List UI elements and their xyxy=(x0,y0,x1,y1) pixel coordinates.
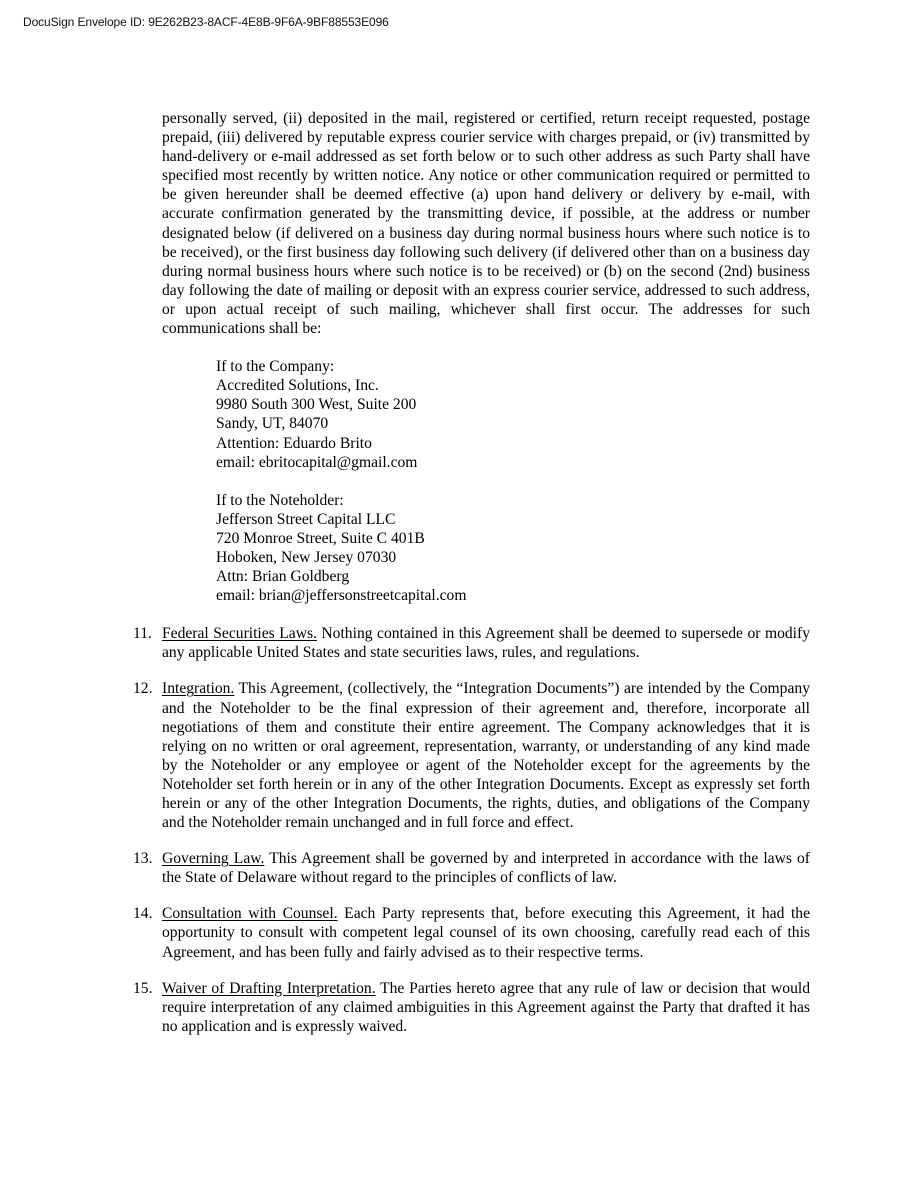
section-text: This Agreement, (collectively, the “Integration Documents”) are intended by the Company and the Noteholder to be the final expression of their agreement and, therefore, incorporate all negotiations of them and constitute their entire agreement. The Company acknowledges that it is relying on no written or oral agreement, representation, warranty, or understanding of any kind made by the Noteholder or any employee or agent of the Noteholder except for the agreements by the Noteholder set forth herein or in any of the other Integration Documents. Except as expressly set forth herein or any of the other Integration Documents, the rights, duties, and obligations of the Company and the Noteholder remain unchanged and in full force and effect. xyxy=(162,680,810,832)
section-text: Each Party represents that, before executing this Agreement, it had the opportunity to consult with competent legal counsel of its own choosing, carefully read each of this Agreement, and has been fully and fairly advised as to their respective terms. xyxy=(162,905,810,961)
section-heading: Federal Securities Laws. xyxy=(162,625,317,643)
section-federal-securities-laws xyxy=(133,624,810,662)
section-number: 15. xyxy=(133,979,153,997)
section-text: The Parties hereto agree that any rule of law or decision that would require interpretation of any claimed ambiguities in this Agreement against the Party that drafted it has no application and is expressly waived. xyxy=(162,979,810,1035)
section-consultation-with-counsel xyxy=(133,904,810,961)
noteholder-address-block: If to the Noteholder: Jefferson Street Capital LLC 720 Monroe Street, Suite C 401B Hoboken, New Jersey 07030 Attn: Brian Goldberg email: brian@jeffersonstreetcapital.com xyxy=(216,491,467,605)
section-integration xyxy=(133,679,810,832)
section-heading: Governing Law. xyxy=(162,850,265,868)
envelope-id-header: DocuSign Envelope ID: 9E262B23-8ACF-4E8B-9F6A-9BF88553E096 xyxy=(23,15,389,29)
section-number: 13. xyxy=(133,850,153,868)
notice-paragraph: personally served, (ii) deposited in the mail, registered or certified, return receipt requested, postage prepaid, (iii) delivered by reputable express courier service with charges prepaid, or (iv) transmitted by hand-delivery or e-mail addressed as set forth below or to such other address as such Party shall have specified most recently by written notice. Any notice or other communication required or permitted to be given hereunder shall be deemed effective (a) upon hand delivery or delivery by e-mail, with accurate confirmation generated by the transmitting device, if possible, at the address or number designated below (if delivered on a business day during normal business hours where such notice is to be received), or the first business day following such delivery (if delivered other than on a business day during normal business hours where such notice is to be received) or (b) on the second (2nd) business day following the date of mailing or deposit with an express courier service, addressed to such address, or upon actual receipt of such mailing, whichever shall first occur. The addresses for such communications shall be: xyxy=(162,110,810,338)
section-text: Nothing contained in this Agreement shall be deemed to supersede or modify any applicable United States and state securities laws, rules, and regulations. xyxy=(162,625,810,662)
section-heading: Consultation with Counsel. xyxy=(162,905,338,923)
document-body xyxy=(133,109,811,1036)
section-number: 11. xyxy=(133,625,152,643)
company-address-block: If to the Company: Accredited Solutions, Inc. 9980 South 300 West, Suite 200 Sandy, UT, 84070 Attention: Eduardo Brito email: ebritocapital@gmail.com xyxy=(216,358,418,471)
section-number: 12. xyxy=(133,680,153,698)
section-text: This Agreement shall be governed by and interpreted in accordance with the laws of the State of Delaware without regard to the principles of conflicts of law. xyxy=(162,850,811,887)
section-waiver-of-drafting-interpretation xyxy=(133,979,810,1036)
section-heading: Integration. xyxy=(162,680,235,698)
section-number: 14. xyxy=(133,905,153,923)
section-heading: Waiver of Drafting Interpretation. xyxy=(162,979,376,997)
section-governing-law xyxy=(133,849,811,887)
